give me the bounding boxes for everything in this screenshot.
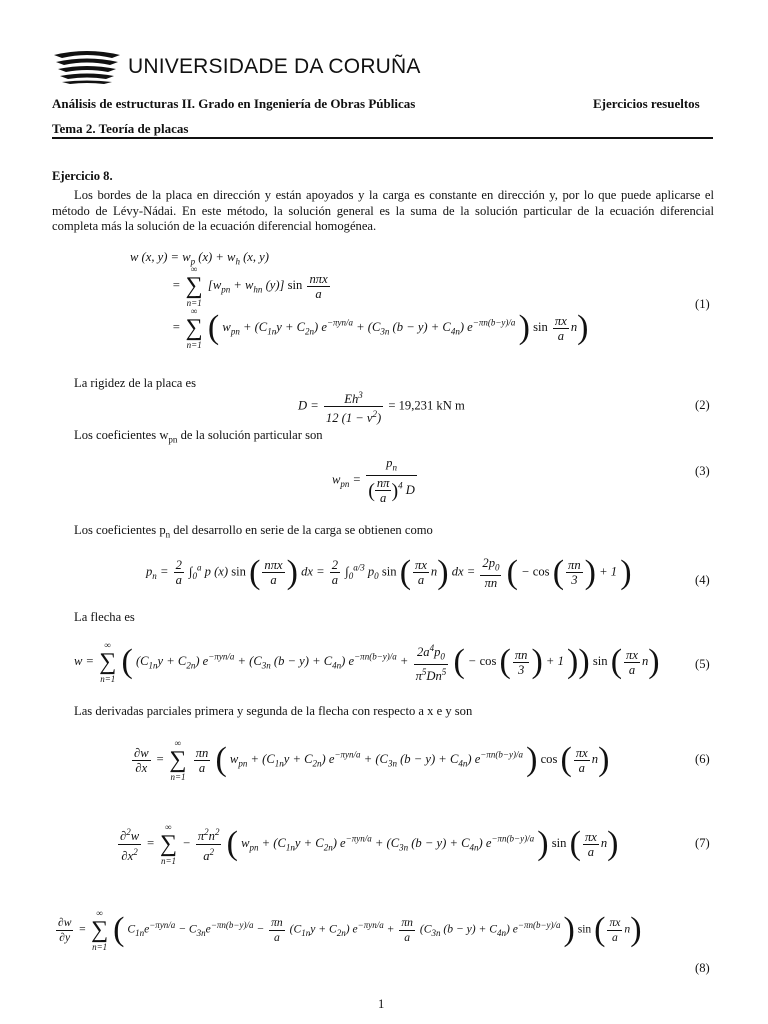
equation-5: w = ∞ ∑ n=1 ( $(C_{1n}y + C_{2n}) e^{-\pi yn/a} + (C_{3n}$ $(b - y) + C_{4n}$) $e^{-\pi n(b-y)/a}$ + $\frac{2a^4p_0}{\pi^5Dn^5}$ ( − cos ( $\frac{\pi n}{3}$ ) + 1 )) sin ( $\frac{\pi x}{a}$ n) (74, 640, 660, 684)
wpn-text-a: Los coeficientes w (74, 428, 169, 442)
pn-text (74, 523, 433, 543)
university-logo (52, 49, 122, 85)
university-name: UNIVERSIDADE DA CORUÑA (128, 55, 421, 78)
pn-text-a: Los coeficientes p (74, 523, 166, 537)
equation-number-4: (4) (695, 573, 710, 587)
pn-text-sub: n (165, 529, 171, 540)
equation-3: $w_{pn}$ = $p_n$ ( $\frac{n\pi}{a}$ )$^4$ D (332, 456, 415, 506)
equation-4: $p_n$ = $\frac{2}{a}$ $\int_0^a$ p (x) sin ( $\frac{\text{nπx}}{a}$ ) dx = $\frac{2}{a}$ $\int_0^{a/3}$ $p_0$ sin ( $\frac{\pi x}{a}$ n) dx = $\frac{2p_0}{\pi n}$ ( − cos ( $\frac{\pi n}{3}$ ) + 1 ) (146, 553, 632, 591)
pn-text-b: del desarrollo en serie de la carga se obtienen como (170, 523, 433, 537)
equation-number-5: (5) (695, 657, 710, 671)
wpn-text-sub: pn (168, 434, 178, 445)
equation-1-line-2: = ∞ ∑ n=1 [$w_{pn} + w_{hn}$ (y)] sin $\frac{\text{nπx}}{a}$ (172, 264, 328, 308)
equation-number-8: (8) (695, 961, 710, 975)
header-rule (52, 137, 713, 139)
equation-number-7: (7) (695, 836, 710, 850)
flecha-text: La flecha es (74, 610, 135, 624)
section-title: Ejercicios resueltos (593, 96, 700, 111)
equation-1-line-1: w (x, $y) = w_p$ $(x) + w_h$ (x, y) (130, 250, 269, 267)
equation-2: D = $\frac{Eh^3}{12 (1 - \nu^2)}$ = 19,231 kN m (298, 390, 465, 426)
wpn-text (74, 428, 323, 448)
exercise-title: Ejercicio 8. (52, 169, 113, 183)
equation-8: $\frac{\partial w}{\partial y}$ = ∞ ∑ n=1 ( $C_{1n}e^{-\pi yn/a} - C_{3n}e^{-\pi n(b-y)/a}$ − $\frac{\pi n}{a}$ $(C_{1n}y + C_{2n}) e^{-\pi yn/a}$ + $\frac{\pi n}{a}$ ($C_{3n}$ $(b - y) + C_{4n}$) $e^{-\pi n(b-y)/a}$ ) sin ( $\frac{\pi x}{a}$ n) (58, 908, 642, 952)
equation-6: $\frac{\partial w}{\partial x}$ = ∞ ∑ n=1 $\frac{\pi n}{a}$ ( $w_{pn} + (C_{1n}y + C_{2n}) e^{-\pi yn/a} + (C_{3n}$ $(b - y) + C_{4n}$) $e^{-\pi n(b-y)/a}$ ) cos ( $\frac{\pi x}{a}$ n) (134, 738, 610, 782)
rigidity-value: = 19,231 kN m (388, 398, 465, 413)
equation-number-1: (1) (695, 297, 710, 311)
equation-number-2: (2) (695, 398, 710, 412)
course-title: Análisis de estructuras II. Grado en Ingeniería de Obras Públicas (52, 96, 416, 111)
page-number: 1 (378, 997, 385, 1011)
equation-7: $\frac{\partial^2w}{\partial x^2}$ = ∞ ∑ n=1 − $\frac{\pi^2n^2}{a^2}$ ( $w_{pn} + (C_{1n}y + C_{2n}) e^{-\pi yn/a} + (C_{3n}$ $(b - y) + C_{4n}$) $e^{-\pi n(b-y)/a}$ ) sin ( $\frac{\pi x}{a}$ n) (120, 822, 619, 866)
equation-number-6: (6) (695, 752, 710, 766)
derivatives-text: Las derivadas parciales primera y segunda de la flecha con respecto a x e y son (74, 704, 473, 718)
wpn-text-b: de la solución particular son (177, 428, 323, 442)
rigidity-text: La rigidez de la placa es (74, 376, 197, 390)
exercise-intro: Los bordes de la placa en dirección y están apoyados y la carga es constante en dirección y, por lo que puede aplicarse el método de Lévy-Nádai. En este método, la solución general es la suma de la solución particular de la ecuación diferencial completa más la solución de la ecuación diferencial homogénea. (52, 188, 714, 234)
equation-1-line-3: = ∞ ∑ n=1 ( $w_{pn} + (C_{1n}y + C_{2n}) e^{-\pi yn/a} + (C_{3n}$ $(b - y) + C_{4n}$) $e^{-\pi n(b-y)/a}$ ) sin $\frac{\pi x}{a}$ n) (172, 306, 589, 350)
equation-number-3: (3) (695, 464, 710, 478)
topic-title: Tema 2. Teoría de placas (52, 121, 189, 136)
